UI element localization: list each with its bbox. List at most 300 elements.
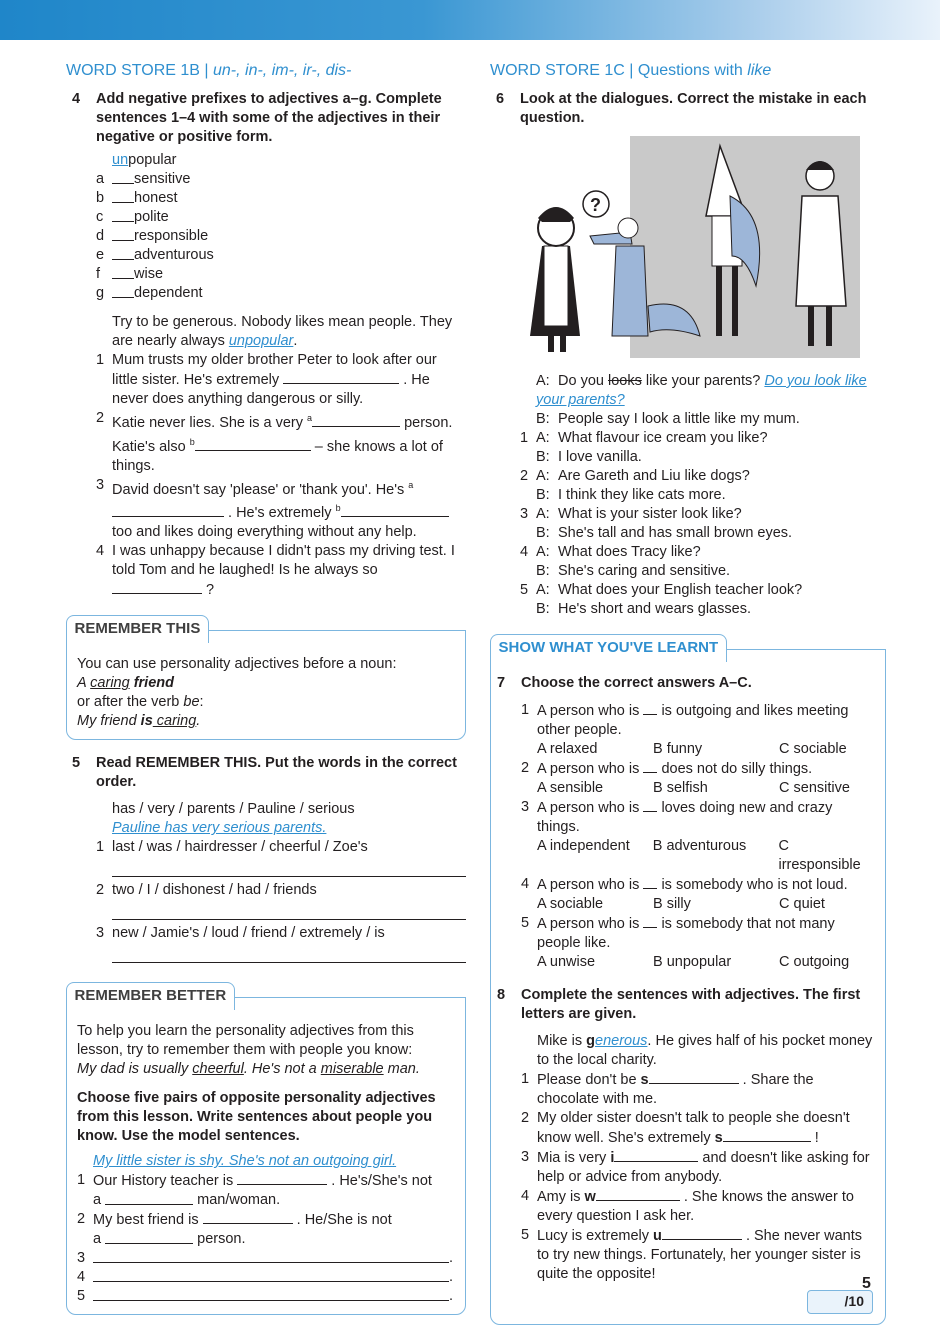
exercise-5-instruction bbox=[66, 754, 466, 792]
remember-this-title: REMEMBER THIS bbox=[66, 615, 210, 643]
item-number: 5 bbox=[77, 1288, 86, 1305]
prefix-example bbox=[112, 151, 466, 170]
exercise-6-instruction bbox=[490, 90, 890, 128]
prefix-blank[interactable] bbox=[112, 189, 134, 203]
dialogue-text bbox=[536, 524, 890, 543]
question-text bbox=[537, 798, 875, 837]
exercise-5-item bbox=[66, 881, 466, 900]
prefix-item bbox=[66, 227, 466, 246]
item-text bbox=[537, 1187, 875, 1226]
sentence-1 bbox=[66, 351, 466, 409]
text-part: My older sister doesn't talk to people she doesn't know well. She's extremely bbox=[537, 1110, 850, 1146]
remember-this-line bbox=[77, 674, 455, 693]
speaker-b: B: bbox=[536, 563, 550, 579]
item-number: 2 bbox=[96, 882, 105, 899]
item-word: wise bbox=[134, 266, 164, 282]
answer-blank[interactable] bbox=[105, 1230, 193, 1244]
first-letter: s bbox=[714, 1130, 723, 1146]
remember-better-item-3 bbox=[77, 1249, 455, 1268]
instruction-text: Complete the sentences with adjectives. The first letters are given. bbox=[521, 987, 861, 1022]
prefix-blank[interactable] bbox=[112, 170, 134, 184]
answer-text: She's tall and has small brown eyes. bbox=[558, 525, 793, 541]
store-title-sub: un-, in-, im-, ir-, dis- bbox=[213, 62, 352, 79]
exercise-5-example-answer: Pauline has very serious parents. bbox=[112, 820, 327, 837]
text-part: too and likes doing everything without any help. bbox=[112, 524, 417, 541]
option-c[interactable]: C irresponsible bbox=[778, 838, 861, 873]
text-part: caring bbox=[90, 675, 130, 692]
ex8-item-1 bbox=[491, 1070, 875, 1109]
store-title-sep: | bbox=[199, 62, 213, 79]
item-number: 3 bbox=[521, 799, 530, 815]
dialogue-example bbox=[490, 372, 890, 429]
text-part: People say I look a little like my mum. bbox=[558, 411, 800, 427]
text-part: My best friend is bbox=[93, 1212, 199, 1229]
store-title-sep: | bbox=[624, 62, 638, 79]
answer-blank[interactable] bbox=[237, 1171, 327, 1185]
prefix-item bbox=[66, 170, 466, 189]
text-part: A person who is bbox=[537, 800, 640, 816]
dialogue-line-a bbox=[490, 581, 890, 600]
superscript-b: b bbox=[335, 503, 341, 514]
text-part: My dad is usually bbox=[77, 1061, 193, 1078]
exercise-number: 8 bbox=[497, 987, 506, 1003]
period: . bbox=[449, 1288, 454, 1305]
question-text: What does your English teacher look? bbox=[558, 582, 803, 598]
text-part: is outgoing and likes meeting other people. bbox=[537, 703, 849, 738]
item-number: 4 bbox=[521, 876, 530, 892]
prefix-item bbox=[66, 246, 466, 265]
text-part: ? bbox=[206, 582, 215, 599]
exercise-5-example: has / very / parents / Pauline / serious bbox=[112, 801, 355, 818]
text-part: . She knows the answer to every question I ask her. bbox=[537, 1189, 854, 1224]
item-text: last / was / hairdresser / cheerful / Zoe's bbox=[112, 839, 368, 856]
answer-blank[interactable] bbox=[643, 701, 657, 715]
text-part: ! bbox=[814, 1130, 819, 1146]
item-word: responsible bbox=[134, 228, 209, 244]
item-word: polite bbox=[134, 209, 169, 225]
dialogue-number: 5 bbox=[520, 582, 529, 598]
speaker-a: A: bbox=[536, 544, 550, 560]
item-word: sensitive bbox=[134, 171, 191, 187]
dialogue-line-b bbox=[490, 600, 890, 619]
exercise-7-options bbox=[491, 779, 875, 798]
score-box: /10 bbox=[807, 1290, 873, 1314]
prefix-blank[interactable] bbox=[112, 284, 134, 298]
dialogue-text bbox=[536, 429, 890, 448]
word-store-1b-title bbox=[66, 60, 466, 82]
text-part: I was unhappy because I didn't pass my driving test. I told Tom and he laughed! Is he always so bbox=[112, 543, 455, 579]
text-part: a bbox=[93, 1192, 102, 1209]
remember-better-item-2b bbox=[77, 1230, 455, 1249]
text-part: man/woman. bbox=[197, 1192, 281, 1209]
item-text: new / Jamie's / loud / friend / extremely / is bbox=[112, 925, 385, 942]
exercise-7-options bbox=[491, 895, 875, 914]
exercise-7-question bbox=[491, 759, 875, 779]
exercise-number: 6 bbox=[496, 91, 505, 107]
struck-word: looks bbox=[607, 373, 642, 389]
option-a[interactable]: A unwise bbox=[537, 954, 596, 970]
dialogue-line-b bbox=[490, 524, 890, 543]
exercise-7-question bbox=[491, 701, 875, 740]
dialogue-line-b bbox=[536, 410, 890, 429]
sentence-text bbox=[112, 409, 466, 476]
first-letter: i bbox=[610, 1150, 615, 1166]
text-part: . She never wants to try new things. Fortunately, her younger sister is quite the opposite! bbox=[537, 1228, 863, 1282]
remember-better-item-1 bbox=[77, 1171, 455, 1191]
dialogue-illustration bbox=[520, 136, 860, 358]
item-number: 1 bbox=[521, 1071, 530, 1087]
ex8-item-4 bbox=[491, 1187, 875, 1226]
sentence-number: 1 bbox=[96, 352, 105, 368]
item-label: g bbox=[96, 285, 105, 301]
answer-text: I love vanilla. bbox=[558, 449, 642, 465]
text-part: does not do silly things. bbox=[661, 761, 813, 777]
dialogue-text bbox=[536, 448, 890, 467]
answer-blank[interactable] bbox=[649, 1070, 739, 1084]
text-part: My friend bbox=[77, 713, 141, 730]
dialogue-text bbox=[536, 505, 890, 524]
item-number: 1 bbox=[521, 702, 530, 718]
answer-line[interactable] bbox=[112, 943, 466, 963]
example-sentence bbox=[66, 313, 466, 351]
option-c[interactable]: C sociable bbox=[779, 741, 847, 757]
exercise-number: 4 bbox=[72, 91, 81, 107]
text-part: or after the verb bbox=[77, 694, 184, 711]
prefix-blank[interactable] bbox=[112, 265, 134, 279]
item-text bbox=[537, 1226, 875, 1284]
answer-blank[interactable] bbox=[643, 759, 657, 773]
store-title-sub: Questions with bbox=[637, 62, 748, 79]
answer-blank[interactable] bbox=[105, 1191, 193, 1205]
show-what-youve-learnt-box bbox=[490, 639, 886, 1325]
item-label: c bbox=[96, 209, 104, 225]
prefix-item bbox=[66, 265, 466, 284]
dialogue-line-a bbox=[536, 372, 890, 410]
dialogue-line-a bbox=[490, 543, 890, 562]
dialogue-number: 3 bbox=[520, 506, 529, 522]
exercise-5-item bbox=[66, 924, 466, 943]
item-text bbox=[537, 1070, 875, 1109]
dialogue-number: 1 bbox=[520, 430, 529, 446]
store-title-sub-italic: like bbox=[747, 62, 772, 79]
prefix-blank[interactable] bbox=[112, 208, 134, 222]
question-text bbox=[537, 701, 875, 740]
exercise-number: 5 bbox=[72, 755, 81, 772]
text-part: . He's not a bbox=[243, 1061, 321, 1078]
item-word: adventurous bbox=[134, 247, 214, 263]
dialogue-text bbox=[536, 467, 890, 486]
instruction-text: Read REMEMBER THIS. Put the words in the correct order. bbox=[96, 755, 457, 791]
answer-text: He's short and wears glasses. bbox=[558, 601, 751, 617]
text-part: Our History teacher is bbox=[93, 1173, 234, 1190]
text-part: miserable bbox=[320, 1061, 384, 1078]
dialogue-text bbox=[536, 486, 890, 505]
exercise-7-instruction bbox=[491, 674, 875, 693]
dialogue-line-a bbox=[490, 429, 890, 448]
answer-blank[interactable] bbox=[723, 1128, 811, 1142]
sentence-4 bbox=[66, 542, 466, 600]
kid-figure bbox=[530, 207, 580, 352]
text-part: loves doing new and crazy things. bbox=[537, 800, 833, 835]
text-part: Do you bbox=[558, 373, 608, 389]
text-part: is somebody who is not loud. bbox=[661, 877, 848, 893]
question-text: What flavour ice cream you like? bbox=[558, 430, 768, 446]
page-number: 5 bbox=[862, 1275, 871, 1292]
prefix-blank[interactable] bbox=[112, 227, 134, 241]
dialogue-line-b bbox=[490, 562, 890, 581]
answer-blank[interactable] bbox=[312, 413, 400, 427]
text-part: and doesn't like asking for help or advice from anybody. bbox=[537, 1150, 870, 1185]
instruction-text: Choose the correct answers A–C. bbox=[521, 675, 752, 691]
superscript-a: a bbox=[408, 479, 414, 490]
remember-better-model bbox=[77, 1060, 455, 1079]
dialogue-line-a bbox=[490, 505, 890, 524]
item-label: d bbox=[96, 228, 105, 244]
item-number: 1 bbox=[96, 839, 105, 856]
remember-this-line bbox=[77, 693, 455, 712]
text-part: A person who is bbox=[537, 916, 640, 932]
option-b[interactable]: B unpopular bbox=[653, 954, 732, 970]
option-a[interactable]: A relaxed bbox=[537, 741, 598, 757]
remember-better-item-4 bbox=[77, 1268, 455, 1287]
text-part: Mum trusts my older brother Peter to look after our little sister. He's extremely bbox=[112, 352, 437, 388]
speaker-a: A: bbox=[536, 373, 550, 389]
answer-blank[interactable] bbox=[112, 580, 202, 594]
question-mark: ? bbox=[590, 195, 601, 215]
text-part: cheerful bbox=[192, 1061, 244, 1078]
answer-line[interactable] bbox=[112, 900, 466, 920]
dialogue-number: 4 bbox=[520, 544, 529, 560]
item-number: 4 bbox=[77, 1269, 86, 1286]
exercise-4-instruction bbox=[66, 90, 466, 147]
item-text bbox=[93, 1171, 432, 1191]
question-text: Are Gareth and Liu like dogs? bbox=[558, 468, 750, 484]
speaker-b: B: bbox=[536, 525, 550, 541]
question-bubble bbox=[583, 191, 609, 217]
example-answer: Do you look like your parents? bbox=[536, 373, 867, 408]
text-part: be bbox=[183, 694, 200, 711]
answer-blank[interactable] bbox=[596, 1187, 680, 1201]
text-part: Mike is bbox=[537, 1033, 587, 1049]
sentence-number: 3 bbox=[96, 476, 105, 493]
sentence-number: 4 bbox=[96, 543, 105, 560]
first-letter: s bbox=[640, 1072, 649, 1088]
answer-blank[interactable] bbox=[195, 437, 311, 451]
text-part: man. bbox=[383, 1061, 420, 1078]
speaker-a: A: bbox=[536, 468, 550, 484]
answer-text: I think they like cats more. bbox=[558, 487, 726, 503]
text-part: . He's extremely bbox=[228, 505, 332, 522]
option-c[interactable]: C sensitive bbox=[779, 780, 850, 796]
dialogue-text bbox=[536, 600, 890, 619]
text-part: . He never does anything dangerous or silly. bbox=[112, 372, 430, 407]
item-label: e bbox=[96, 247, 105, 263]
example-answer: unpopular bbox=[228, 333, 294, 349]
answer-blank[interactable] bbox=[643, 875, 657, 889]
answer-blank[interactable] bbox=[341, 503, 449, 517]
option-b[interactable]: B adventurous bbox=[652, 838, 747, 854]
answer-line[interactable] bbox=[93, 1287, 449, 1301]
option-c[interactable]: C quiet bbox=[779, 896, 825, 912]
dialogue-text bbox=[536, 581, 890, 600]
period: . bbox=[293, 333, 298, 349]
item-word: honest bbox=[134, 190, 178, 206]
prefix-list bbox=[66, 151, 466, 170]
option-b[interactable]: B selfish bbox=[653, 780, 708, 796]
question-text bbox=[537, 914, 875, 953]
answer-line[interactable] bbox=[93, 1249, 449, 1263]
item-text: two / I / dishonest / had / friends bbox=[112, 882, 317, 899]
option-a[interactable]: A sociable bbox=[537, 896, 604, 912]
example-prefix: un bbox=[112, 152, 129, 168]
remember-better-task: Choose five pairs of opposite personality adjectives from this lesson. Write sentences about people you know. Use the model sentences. bbox=[77, 1090, 436, 1145]
remember-this-box bbox=[66, 620, 466, 740]
answer-blank[interactable] bbox=[662, 1226, 742, 1240]
item-label: f bbox=[96, 266, 101, 282]
exercise-7-options bbox=[491, 953, 875, 972]
item-number: 2 bbox=[521, 1110, 530, 1126]
item-text bbox=[93, 1210, 392, 1230]
text-part: . He gives half of his pocket money to the local charity. bbox=[537, 1033, 873, 1068]
remember-better-item-1b bbox=[77, 1191, 455, 1210]
answer-blank[interactable] bbox=[283, 370, 399, 384]
example-answer: enerous bbox=[595, 1033, 648, 1049]
header-gradient-bar bbox=[0, 0, 940, 40]
prefix-blank[interactable] bbox=[112, 246, 134, 260]
sentence-text bbox=[112, 351, 466, 409]
item-number: 1 bbox=[77, 1172, 86, 1189]
ex8-item-5 bbox=[491, 1226, 875, 1284]
item-number: 5 bbox=[521, 1227, 530, 1243]
sentence-3 bbox=[66, 476, 466, 543]
exercise-7-question bbox=[491, 798, 875, 837]
item-word: dependent bbox=[134, 285, 203, 301]
answer-blank[interactable] bbox=[112, 503, 224, 517]
text-part: – she knows a lot of things. bbox=[112, 438, 443, 474]
instruction-text: Add negative prefixes to adjectives a–g. Complete sentences 1–4 with some of the adjectives in their negative or positive form. bbox=[96, 91, 442, 145]
text-part: person. bbox=[197, 1231, 246, 1248]
sentence-text bbox=[112, 542, 466, 600]
exercise-7-question bbox=[491, 914, 875, 953]
exercise-7-question bbox=[491, 875, 875, 895]
exercise-number: 7 bbox=[497, 675, 506, 691]
question-text bbox=[537, 759, 875, 779]
remember-better-example: My little sister is shy. She's not an outgoing girl. bbox=[93, 1153, 397, 1170]
remember-better-intro: To help you learn the personality adjectives from this lesson, try to remember them with people you know: bbox=[77, 1023, 414, 1059]
text-part: . He/She is not bbox=[296, 1212, 392, 1229]
answer-line[interactable] bbox=[112, 857, 466, 877]
exercise-5-item bbox=[66, 838, 466, 857]
sentence-number: 2 bbox=[96, 410, 105, 426]
question-text: What does Tracy like? bbox=[558, 544, 701, 560]
remember-better-item-2 bbox=[77, 1210, 455, 1230]
text-part: . bbox=[196, 713, 201, 730]
item-number: 2 bbox=[77, 1211, 86, 1228]
dialogue-line-b bbox=[490, 448, 890, 467]
ex8-item-3 bbox=[491, 1148, 875, 1187]
text-part: Katie never lies. She is a very bbox=[112, 414, 304, 431]
prefix-item bbox=[66, 189, 466, 208]
item-number: 3 bbox=[521, 1149, 530, 1165]
show-what-youve-learnt-title: SHOW WHAT YOU'VE LEARNT bbox=[490, 634, 728, 662]
item-number: 3 bbox=[77, 1250, 86, 1267]
answer-blank[interactable] bbox=[643, 914, 657, 928]
item-label: b bbox=[96, 190, 105, 206]
text-part: Lucy is extremely bbox=[537, 1228, 654, 1244]
remember-better-title: REMEMBER BETTER bbox=[66, 982, 236, 1010]
prefix-item bbox=[66, 284, 466, 303]
text-part: is bbox=[140, 713, 153, 730]
prefix-items bbox=[66, 170, 466, 303]
answer-blank[interactable] bbox=[643, 798, 657, 812]
first-letter: w bbox=[584, 1189, 596, 1205]
speaker-b: B: bbox=[536, 449, 550, 465]
answer-line[interactable] bbox=[93, 1268, 449, 1282]
text-part: A person who is bbox=[537, 877, 640, 893]
example-word: popular bbox=[128, 152, 177, 168]
text-part: friend bbox=[129, 675, 174, 692]
speaker-b: B: bbox=[536, 411, 550, 427]
store-title-main: WORD STORE 1C bbox=[490, 62, 625, 79]
dialogue-text bbox=[536, 543, 890, 562]
option-a[interactable]: A sensible bbox=[537, 780, 604, 796]
prefix-item bbox=[66, 208, 466, 227]
speaker-a: A: bbox=[536, 430, 550, 446]
speaker-a: A: bbox=[536, 506, 550, 522]
answer-text: She's caring and sensitive. bbox=[558, 563, 731, 579]
item-text bbox=[537, 1109, 875, 1148]
period: . bbox=[449, 1269, 454, 1286]
answer-blank[interactable] bbox=[614, 1148, 698, 1162]
item-number: 4 bbox=[521, 1188, 530, 1204]
period: . bbox=[449, 1250, 454, 1267]
remember-this-line: You can use personality adjectives before a noun: bbox=[77, 656, 397, 673]
speaker-b: B: bbox=[536, 487, 550, 503]
superscript-b: b bbox=[189, 436, 195, 447]
text-part: . He's/She's not bbox=[331, 1173, 432, 1190]
text-part: Amy is bbox=[537, 1189, 585, 1205]
text-part: caring bbox=[152, 713, 197, 730]
option-b[interactable]: B funny bbox=[653, 741, 703, 757]
dialogue-line-a bbox=[490, 467, 890, 486]
text-part: A person who is bbox=[537, 703, 640, 719]
question-text bbox=[537, 875, 875, 895]
speaker-b: B: bbox=[536, 601, 550, 617]
exercise-8-example bbox=[491, 1032, 875, 1070]
ex8-item-2 bbox=[491, 1109, 875, 1148]
dialogue-list bbox=[490, 429, 890, 619]
item-number: 2 bbox=[521, 760, 530, 776]
first-letter: u bbox=[653, 1228, 662, 1244]
option-a[interactable]: A independent bbox=[537, 838, 630, 854]
left-column bbox=[66, 60, 466, 1315]
option-c[interactable]: C outgoing bbox=[779, 954, 850, 970]
answer-blank[interactable] bbox=[203, 1210, 293, 1224]
right-column bbox=[490, 60, 890, 1325]
remember-this-line bbox=[77, 712, 455, 731]
speaker-a: A: bbox=[536, 582, 550, 598]
sentence-2 bbox=[66, 409, 466, 476]
instruction-text: Look at the dialogues. Correct the mistake in each question. bbox=[520, 91, 867, 126]
superscript-a: a bbox=[307, 413, 313, 423]
item-label: a bbox=[96, 171, 105, 187]
text-part: : bbox=[199, 694, 204, 711]
question-text: What is your sister look like? bbox=[558, 506, 742, 522]
option-b[interactable]: B silly bbox=[653, 896, 691, 912]
first-letter: g bbox=[586, 1033, 596, 1049]
remember-better-item-5 bbox=[77, 1287, 455, 1306]
text-part: person. Katie's also bbox=[112, 414, 453, 455]
